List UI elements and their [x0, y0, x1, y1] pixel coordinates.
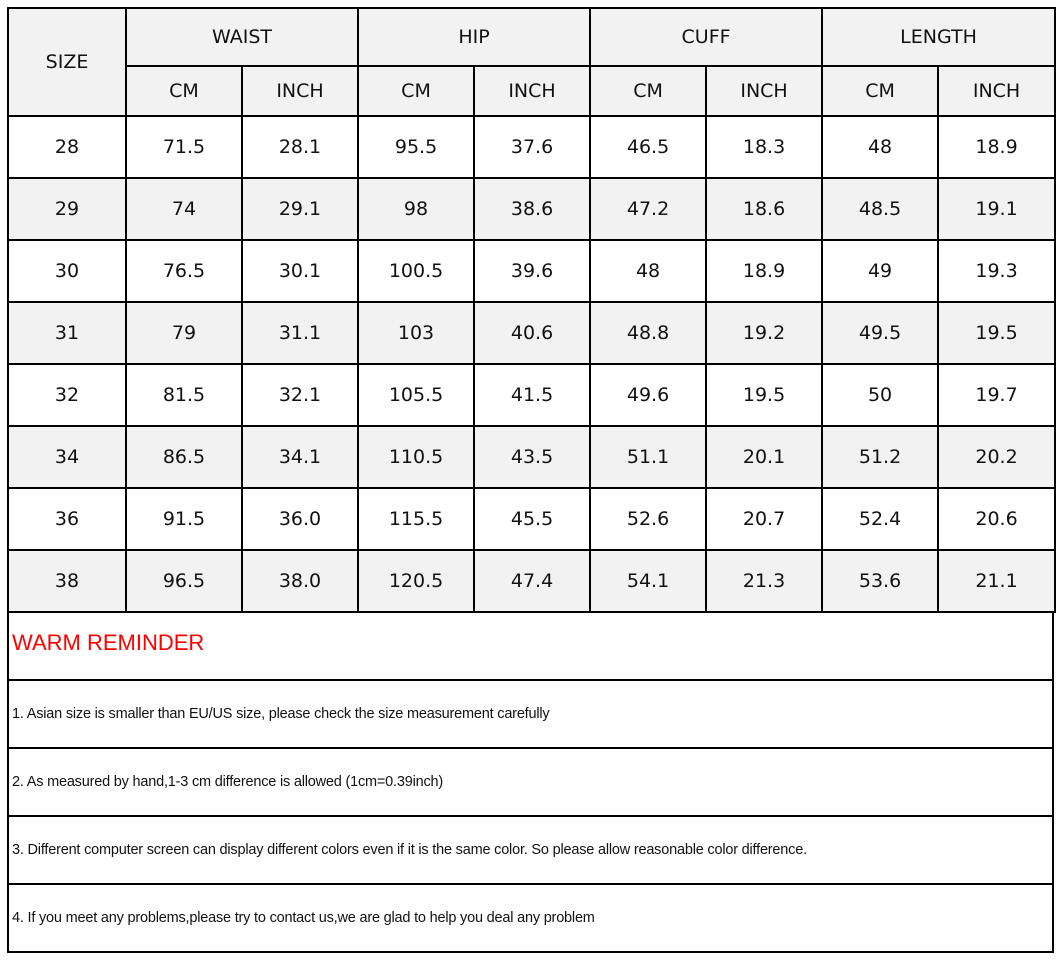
header-row-units: [8, 66, 1055, 116]
length-inch-cell: 19.1: [938, 178, 1055, 240]
header-row-groups: [8, 8, 1055, 66]
cuff-inch-cell: 18.6: [706, 178, 822, 240]
cuff-cm-cell: 47.2: [590, 178, 706, 240]
reminder-line-text: 3. Different computer screen can display different colors even if it is the same color. So please allow reasonable color difference.: [8, 816, 1053, 884]
cuff-cm-cell: 52.6: [590, 488, 706, 550]
reminder-line: [8, 680, 1053, 748]
waist-inch-cell: 34.1: [242, 426, 358, 488]
table-row: [8, 426, 1055, 488]
size-chart-table: [7, 7, 1056, 613]
cuff-cm-cell: 51.1: [590, 426, 706, 488]
cuff-inch-cell: 19.2: [706, 302, 822, 364]
cuff-inch-cell: 20.1: [706, 426, 822, 488]
hip-cm-cell: 115.5: [358, 488, 474, 550]
cuff-inch-cell: 18.3: [706, 116, 822, 178]
hip-inch-cell: 37.6: [474, 116, 590, 178]
cuff-inch-cell: 18.9: [706, 240, 822, 302]
waist-inch-cell: 28.1: [242, 116, 358, 178]
cuff-cm-cell: 46.5: [590, 116, 706, 178]
hip-cm-cell: 120.5: [358, 550, 474, 612]
size-cell: 36: [8, 488, 126, 550]
table-row: [8, 302, 1055, 364]
unit-header-cuff-inch: INCH: [706, 66, 822, 116]
length-inch-cell: 20.2: [938, 426, 1055, 488]
waist-inch-cell: 36.0: [242, 488, 358, 550]
length-cm-cell: 51.2: [822, 426, 938, 488]
waist-inch-cell: 38.0: [242, 550, 358, 612]
hip-inch-cell: 41.5: [474, 364, 590, 426]
hip-inch-cell: 45.5: [474, 488, 590, 550]
waist-inch-cell: 31.1: [242, 302, 358, 364]
table-row: [8, 488, 1055, 550]
reminder-line-text: 1. Asian size is smaller than EU/US size, please check the size measurement carefully: [8, 680, 1053, 748]
waist-cm-cell: 96.5: [126, 550, 242, 612]
unit-header-length-cm: CM: [822, 66, 938, 116]
cuff-cm-cell: 48: [590, 240, 706, 302]
length-inch-cell: 19.5: [938, 302, 1055, 364]
length-inch-cell: 21.1: [938, 550, 1055, 612]
length-cm-cell: 49.5: [822, 302, 938, 364]
hip-inch-cell: 38.6: [474, 178, 590, 240]
hip-inch-cell: 40.6: [474, 302, 590, 364]
group-header-waist: WAIST: [126, 8, 358, 66]
waist-cm-cell: 91.5: [126, 488, 242, 550]
waist-cm-cell: 86.5: [126, 426, 242, 488]
hip-inch-cell: 43.5: [474, 426, 590, 488]
size-cell: 38: [8, 550, 126, 612]
waist-inch-cell: 32.1: [242, 364, 358, 426]
waist-cm-cell: 81.5: [126, 364, 242, 426]
size-cell: 30: [8, 240, 126, 302]
size-header: SIZE: [8, 8, 126, 116]
group-header-length: LENGTH: [822, 8, 1055, 66]
waist-inch-cell: 29.1: [242, 178, 358, 240]
length-cm-cell: 53.6: [822, 550, 938, 612]
waist-cm-cell: 76.5: [126, 240, 242, 302]
unit-header-cuff-cm: CM: [590, 66, 706, 116]
unit-header-length-inch: INCH: [938, 66, 1055, 116]
waist-cm-cell: 79: [126, 302, 242, 364]
length-cm-cell: 48: [822, 116, 938, 178]
length-cm-cell: 50: [822, 364, 938, 426]
length-cm-cell: 52.4: [822, 488, 938, 550]
group-header-cuff: CUFF: [590, 8, 822, 66]
reminder-line: [8, 816, 1053, 884]
reminder-line-text: 2. As measured by hand,1-3 cm difference is allowed (1cm=0.39inch): [8, 748, 1053, 816]
size-cell: 31: [8, 302, 126, 364]
unit-header-waist-cm: CM: [126, 66, 242, 116]
unit-header-hip-inch: INCH: [474, 66, 590, 116]
size-chart-document: [7, 7, 1054, 953]
cuff-cm-cell: 48.8: [590, 302, 706, 364]
reminder-title: WARM REMINDER: [12, 630, 205, 655]
hip-cm-cell: 98: [358, 178, 474, 240]
size-cell: 28: [8, 116, 126, 178]
table-row: [8, 240, 1055, 302]
waist-cm-cell: 74: [126, 178, 242, 240]
hip-cm-cell: 103: [358, 302, 474, 364]
cuff-cm-cell: 54.1: [590, 550, 706, 612]
hip-cm-cell: 105.5: [358, 364, 474, 426]
size-cell: 29: [8, 178, 126, 240]
reminder-line: [8, 884, 1053, 952]
table-row: [8, 550, 1055, 612]
cuff-inch-cell: 20.7: [706, 488, 822, 550]
hip-cm-cell: 100.5: [358, 240, 474, 302]
table-row: [8, 116, 1055, 178]
hip-inch-cell: 39.6: [474, 240, 590, 302]
length-cm-cell: 48.5: [822, 178, 938, 240]
length-cm-cell: 49: [822, 240, 938, 302]
length-inch-cell: 19.3: [938, 240, 1055, 302]
reminder-title-row: [8, 612, 1053, 680]
warm-reminder-section: [7, 611, 1054, 953]
size-cell: 34: [8, 426, 126, 488]
table-row: [8, 178, 1055, 240]
size-cell: 32: [8, 364, 126, 426]
cuff-inch-cell: 21.3: [706, 550, 822, 612]
unit-header-hip-cm: CM: [358, 66, 474, 116]
table-row: [8, 364, 1055, 426]
cuff-inch-cell: 19.5: [706, 364, 822, 426]
unit-header-waist-inch: INCH: [242, 66, 358, 116]
waist-cm-cell: 71.5: [126, 116, 242, 178]
length-inch-cell: 19.7: [938, 364, 1055, 426]
hip-inch-cell: 47.4: [474, 550, 590, 612]
cuff-cm-cell: 49.6: [590, 364, 706, 426]
group-header-hip: HIP: [358, 8, 590, 66]
reminder-line-text: 4. If you meet any problems,please try to contact us,we are glad to help you deal any problem: [8, 884, 1053, 952]
reminder-line: [8, 748, 1053, 816]
waist-inch-cell: 30.1: [242, 240, 358, 302]
length-inch-cell: 18.9: [938, 116, 1055, 178]
hip-cm-cell: 95.5: [358, 116, 474, 178]
length-inch-cell: 20.6: [938, 488, 1055, 550]
hip-cm-cell: 110.5: [358, 426, 474, 488]
